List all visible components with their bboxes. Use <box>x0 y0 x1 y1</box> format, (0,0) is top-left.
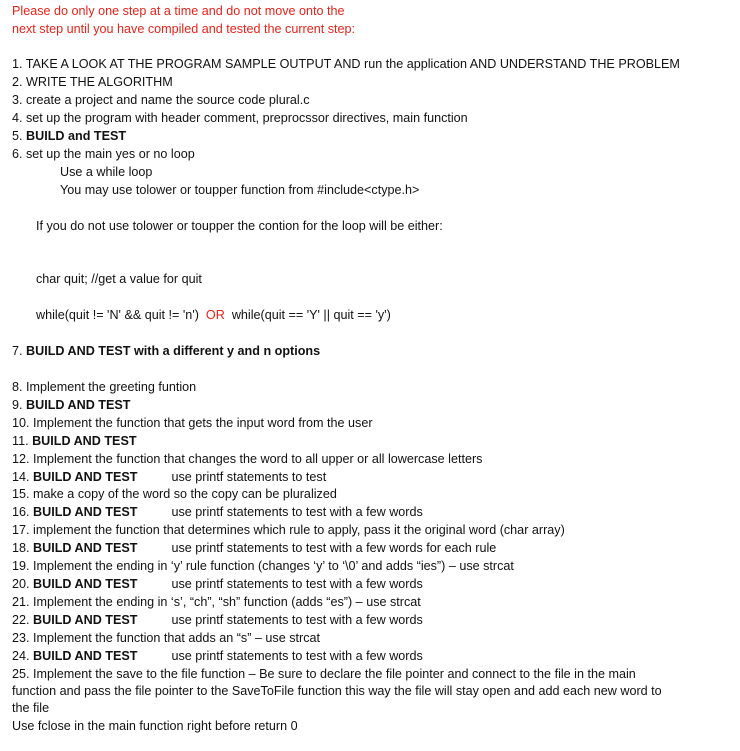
step-number: 8. <box>12 380 27 394</box>
loop-note: If you do not use tolower or toupper the contion for the loop will be either: <box>36 219 443 233</box>
step-text: BUILD AND TEST <box>33 505 138 520</box>
step-item <box>12 557 514 575</box>
step-note: use printf statements to test with a few words <box>171 612 423 627</box>
step-number: 17. <box>12 523 34 538</box>
step-text: implement the function that determines which rule to apply, pass it the original word (char array) <box>33 523 565 538</box>
step-item <box>12 593 421 611</box>
final-note: Use fclose in the main function right before return 0 <box>12 719 298 733</box>
step-1: 1. TAKE A LOOK AT THE PROGRAM SAMPLE OUTPUT AND run the application AND UNDERSTAND THE PROBLEM <box>12 57 680 71</box>
step-item <box>12 611 423 629</box>
step-number: 9. <box>12 397 27 412</box>
step-note: use printf statements to test with a few words for each rule <box>171 541 497 556</box>
step-note: use printf statements to test with a few words <box>171 505 423 520</box>
code-while-2: while(quit == 'Y' || quit == 'y') <box>231 308 391 322</box>
step-note: use printf statements to test with a few words <box>171 648 423 663</box>
step-number: 18. <box>12 541 34 556</box>
step-5 <box>12 127 126 145</box>
step-number: 11. <box>12 433 33 448</box>
step-text: Implement the function that changes the word to all upper or all lowercase letters <box>33 451 483 466</box>
step-text: Implement the function that adds an “s” – use strcat <box>33 630 321 645</box>
step-7 <box>12 342 320 360</box>
step-text: BUILD AND TEST <box>33 469 138 484</box>
step-text: Implement the ending in ‘s’, “ch”, “sh” function (adds “es”) – use strcat <box>33 594 421 609</box>
step-number: 16. <box>12 505 34 520</box>
step-text: Implement the ending in ‘y’ rule function (changes ‘y’ to ‘\0’ and adds “ies”) – use strcat <box>33 559 514 573</box>
step-text: Implement the function that gets the input word from the user <box>33 415 373 430</box>
step-item <box>12 432 137 450</box>
step-number: 14. <box>12 469 34 484</box>
step-text: BUILD AND TEST <box>32 433 137 448</box>
step-number: 23. <box>12 630 34 645</box>
step-item <box>12 575 423 593</box>
code-while-1: while(quit != 'N' && quit != 'n') <box>36 308 199 322</box>
step-item <box>12 629 320 647</box>
step-2: 2. WRITE THE ALGORITHM <box>12 75 173 89</box>
step-number: 21. <box>12 594 34 609</box>
step-item <box>12 485 337 503</box>
step-25-line-3: the file <box>12 701 50 715</box>
step-3: 3. create a project and name the source code plural.c <box>12 93 310 107</box>
step-item <box>12 396 131 414</box>
step-number: 19. <box>12 559 34 573</box>
step-text: BUILD AND TEST <box>33 612 138 627</box>
step-note: use printf statements to test with a few words <box>171 576 423 591</box>
step-5-label: BUILD and TEST <box>26 129 127 143</box>
step-number: 22. <box>12 612 34 627</box>
step-item <box>12 503 423 521</box>
step-4: 4. set up the program with header comment, preprocssor directives, main function <box>12 111 468 125</box>
step-item <box>12 414 373 432</box>
step-7-number: 7. <box>12 344 27 358</box>
step-6-sub-1: Use a while loop <box>60 165 153 179</box>
step-item <box>12 468 326 486</box>
step-item <box>12 539 496 557</box>
step-25-line-1: 25. Implement the save to the file function – Be sure to declare the file pointer and connect to the file in the main <box>12 667 636 681</box>
step-number: 10. <box>12 415 34 430</box>
step-number: 20. <box>12 576 34 591</box>
step-item <box>12 647 423 665</box>
code-while-conditions <box>12 306 391 324</box>
intro-line-2: next step until you have compiled and tested the current step: <box>12 22 356 36</box>
step-item <box>12 521 565 539</box>
step-25-line-2: function and pass the file pointer to the SaveToFile function this way the file will stay open and add each new word to <box>12 684 662 698</box>
step-note: use printf statements to test <box>171 469 327 484</box>
step-text: BUILD AND TEST <box>33 541 138 556</box>
step-6-sub-2: You may use tolower or toupper function from #include<ctype.h> <box>60 183 420 197</box>
step-number: 24. <box>12 648 34 663</box>
step-7-label: BUILD AND TEST with a different y and n options <box>26 344 321 358</box>
code-or: OR <box>205 308 225 322</box>
step-text: BUILD AND TEST <box>26 397 131 412</box>
step-item <box>12 378 196 396</box>
step-text: BUILD AND TEST <box>33 648 138 663</box>
step-number: 15. <box>12 487 34 502</box>
step-5-number: 5. <box>12 129 27 143</box>
step-item <box>12 450 482 468</box>
step-6: 6. set up the main yes or no loop <box>12 147 195 161</box>
step-number: 12. <box>12 451 34 466</box>
intro-line-1: Please do only one step at a time and do not move onto the <box>12 4 345 18</box>
step-text: BUILD AND TEST <box>33 576 138 591</box>
step-text: Implement the greeting funtion <box>26 380 197 394</box>
step-text: make a copy of the word so the copy can be pluralized <box>33 487 337 502</box>
code-declaration: char quit; //get a value for quit <box>36 272 202 286</box>
